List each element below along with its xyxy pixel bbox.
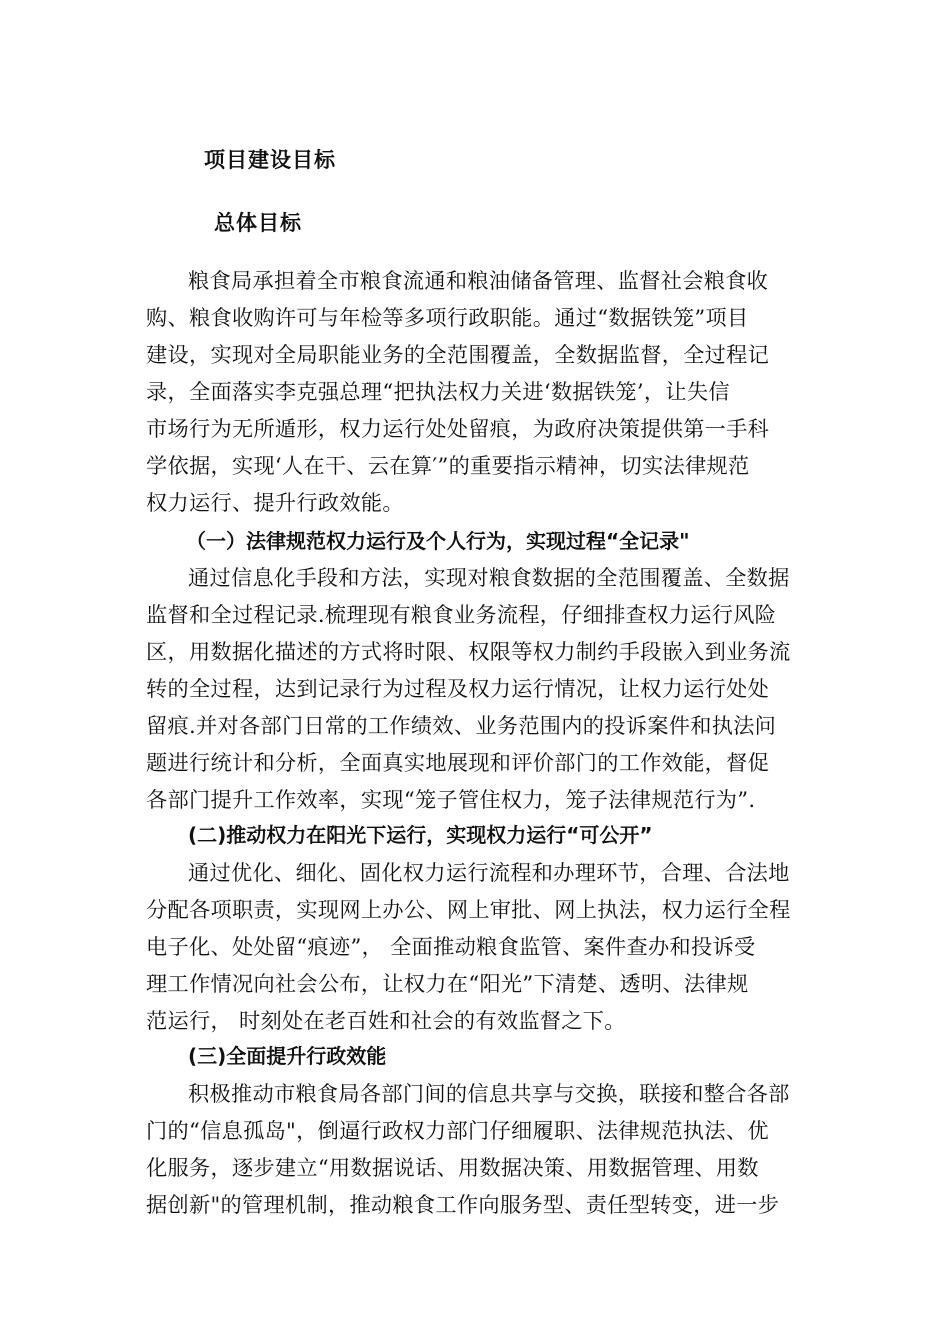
- section-1-line: 各部门提升工作效率，实现“笼子管住权力，笼子法律规范行为”.: [146, 787, 756, 812]
- intro-line: 建设，实现对全局职能业务的全范围覆盖，全数据监督，全过程记: [146, 342, 770, 367]
- intro-line: 录，全面落实李克强总理“把执法权力关进‘数据铁笼’，让失信: [146, 379, 730, 404]
- section-1-line: 区，用数据化描述的方式将时限、权限等权力制约手段嵌入到业务流: [146, 639, 791, 664]
- section-3-line: 据创新"的管理机制，推动粮食工作向服务型、责任型转变，进一步: [146, 1192, 780, 1217]
- section-2-line: 通过优化、细化、固化权力运行流程和办理环节，合理、合法地: [188, 860, 790, 885]
- intro-line: 市场行为无所遁形，权力运行处处留痕，为政府决策提供第一手科: [146, 416, 770, 441]
- intro-line: 学依据，实现‘人在干、云在算′”的重要指示精神，切实法律规范: [146, 453, 750, 478]
- section-1-line: 监督和全过程记录.梳理现有粮食业务流程，仔细排查权力运行风险: [146, 602, 777, 627]
- page-heading: 项目建设目标: [204, 148, 336, 172]
- section-2-line: 电子化、处处留“痕迹”， 全面推动粮食监管、案件查办和投诉受: [146, 934, 756, 959]
- intro-line: 购、粮食收购许可与年检等多项行政职能。通过“数据铁笼”项目: [146, 305, 749, 330]
- section-1-line: 转的全过程，达到记录行为过程及权力运行情况，让权力运行处处: [146, 676, 770, 701]
- intro-line: 粮食局承担着全市粮食流通和粮油储备管理、监督社会粮食收: [188, 268, 769, 293]
- section-3-line: 门的“信息孤岛"，倒逼行政权力部门仔细履职、法律规范执法、优: [146, 1118, 769, 1143]
- section-1-title: （一）法律规范权力运行及个人行为，实现过程“全记录": [186, 529, 690, 553]
- section-1-line: 通过信息化手段和方法，实现对粮食数据的全范围覆盖、全数据: [188, 565, 790, 590]
- section-2-line: 范运行， 时刻处在老百姓和社会的有效监督之下。: [146, 1008, 626, 1033]
- section-2-title: (二)推动权力在阳光下运行，实现权力运行“可公开”: [188, 823, 653, 847]
- section-3-title: (三)全面提升行政效能: [188, 1044, 387, 1068]
- subheading: 总体目标: [214, 211, 302, 235]
- section-3-line: 积极推动市粮食局各部门间的信息共享与交换，联接和整合各部: [188, 1081, 790, 1106]
- section-1-line: 留痕.并对各部门日常的工作绩效、业务范围内的投诉案件和执法问: [146, 713, 777, 738]
- section-1-line: 题进行统计和分析，全面真实地展现和评价部门的工作效能，督促: [146, 750, 770, 775]
- intro-line: 权力运行、提升行政效能。: [146, 490, 404, 515]
- section-3-line: 化服务，逐步建立“用数据说话、用数据决策、用数据管理、用数: [146, 1155, 759, 1180]
- section-2-line: 理工作情况向社会公布，让权力在“阳光”下清楚、透明、法律规: [146, 971, 749, 996]
- section-2-line: 分配各项职责，实现网上办公、网上审批、网上执法，权力运行全程: [146, 897, 791, 922]
